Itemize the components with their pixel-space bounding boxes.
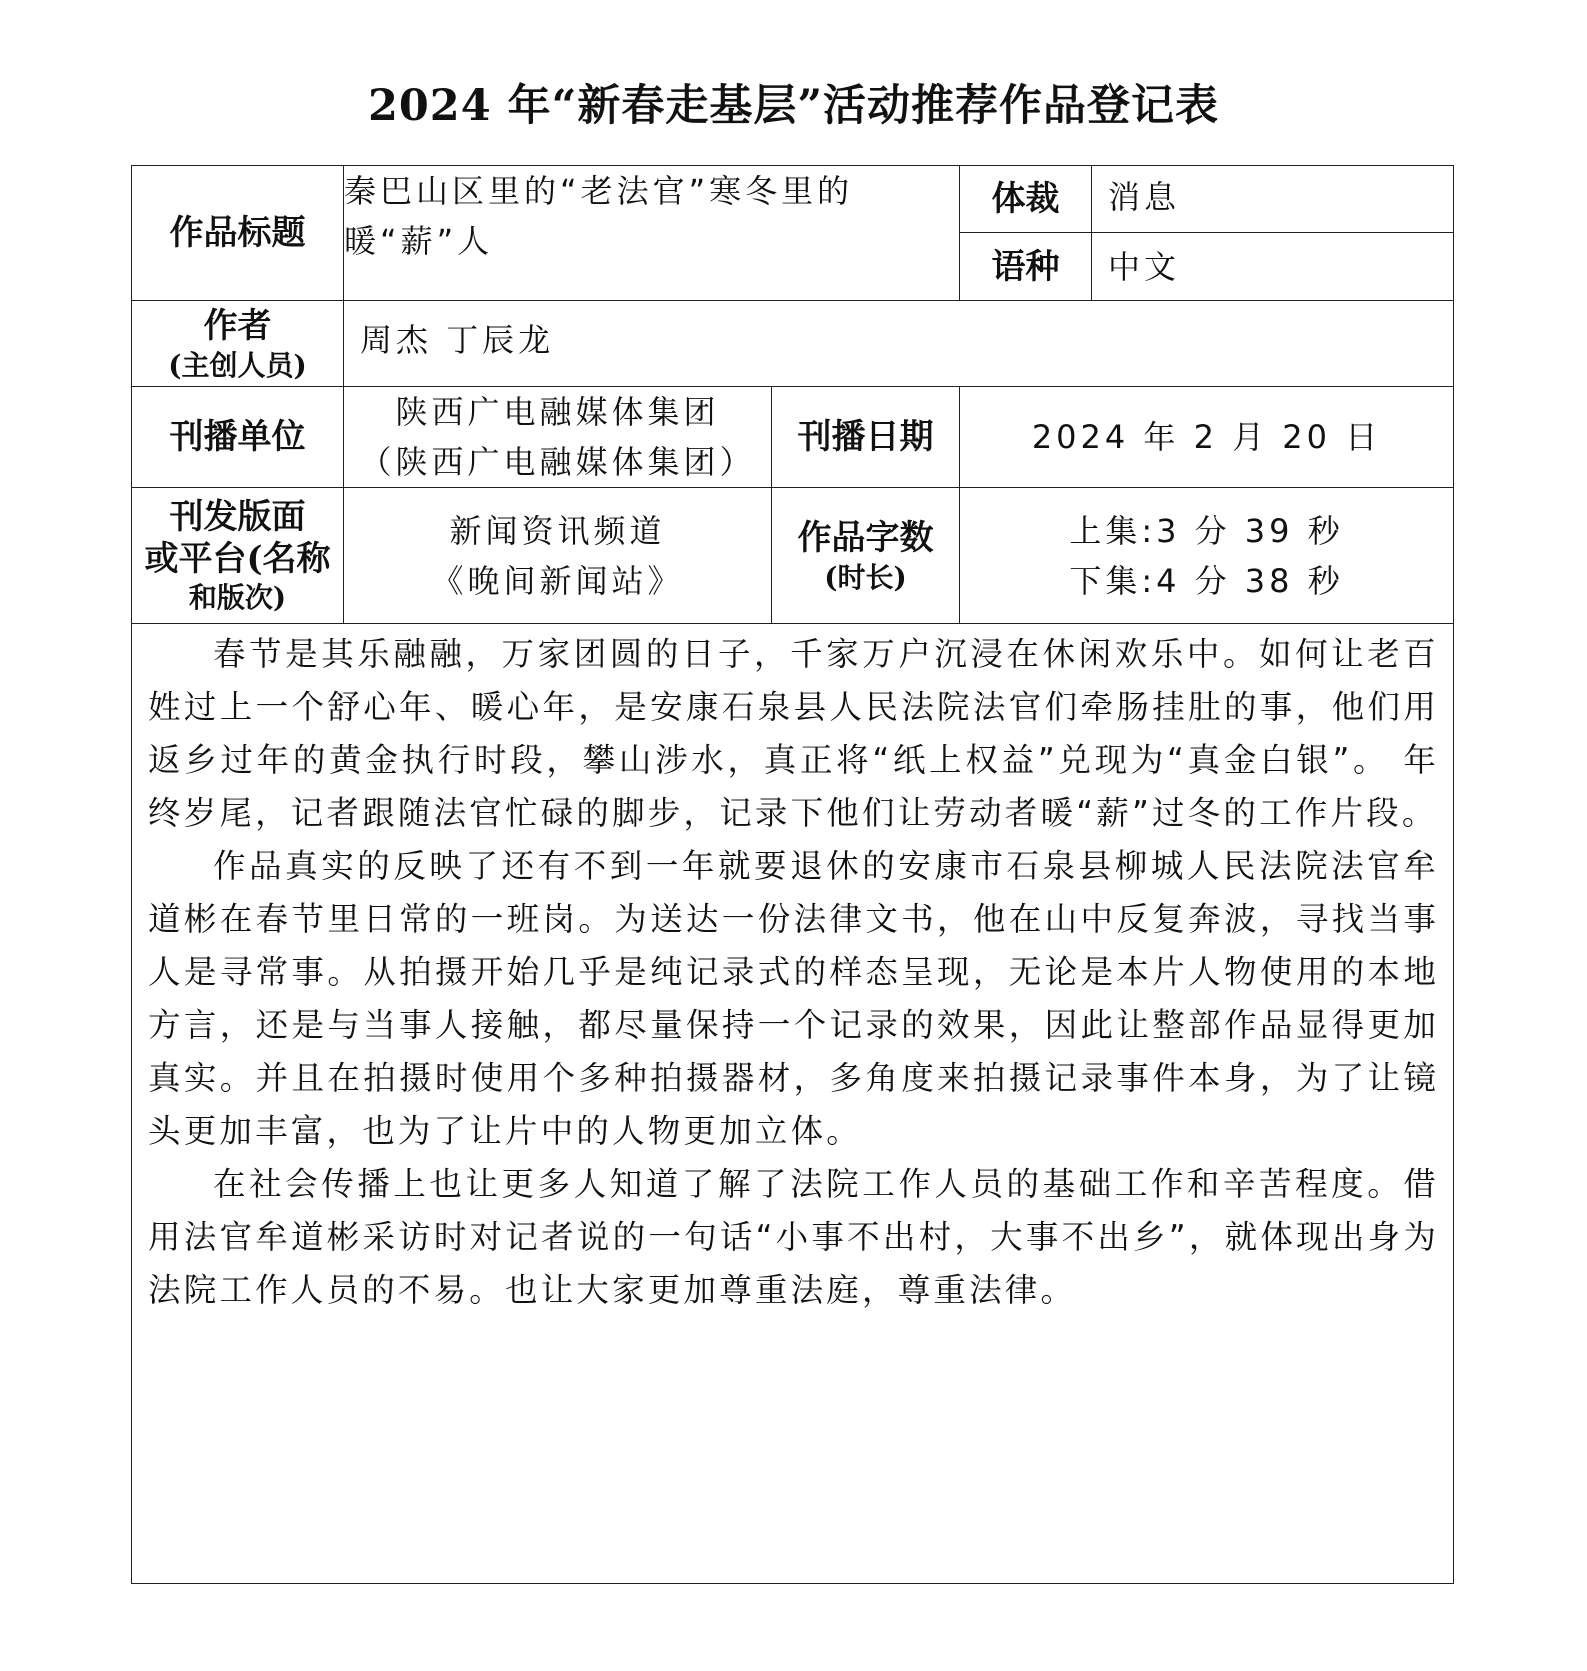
description-paragraph-3: 在社会传播上也让更多人知道了解了法院工作人员的基础工作和辛苦程度。借用法官牟道彬采访时对记者说的一句话“小事不出村，大事不出乡”，就体现出身为法院工作人员的不易。也让大家更加尊重法庭，尊重法律。 <box>148 1165 1440 1309</box>
registration-form-table <box>131 165 1454 1584</box>
platform-label-line2: 或平台(名称 <box>144 538 331 579</box>
publisher-value-line1: 陕西广电融媒体集团 <box>395 393 720 431</box>
word-count-value-line1: 上集:3 分 39 秒 <box>1069 511 1344 550</box>
author-label: 作者 <box>203 305 272 346</box>
document-title: 2024 年“新春走基层”活动推荐作品登记表 <box>367 81 1220 131</box>
platform-value-line2: 《晚间新闻站》 <box>431 561 684 600</box>
word-count-label-cell <box>772 488 960 624</box>
publish-date-label: 刊播日期 <box>772 387 960 488</box>
publisher-value-line2: （陕西广电融媒体集团） <box>359 443 756 481</box>
publisher-label: 刊播单位 <box>132 387 344 488</box>
word-count-sublabel: (时长) <box>824 560 907 594</box>
language-label: 语种 <box>960 233 1092 301</box>
platform-value-cell <box>344 488 772 624</box>
description-cell <box>132 624 1454 1584</box>
language-value: 中文 <box>1092 233 1454 301</box>
author-sublabel: (主创人员) <box>168 348 307 382</box>
platform-value-line1: 新闻资讯频道 <box>449 511 666 550</box>
word-count-label: 作品字数 <box>797 517 934 558</box>
description-paragraph-1: 春节是其乐融融，万家团圆的日子，千家万户沉浸在休闲欢乐中。如何让老百姓过上一个舒心年、暖心年，是安康石泉县人民法院法官们牵肠挂肚的事，他们用返乡过年的黄金执行时段，攀山涉水，真正将“纸上权益”兑现为“真金白银”。 年终岁尾，记者跟随法官忙碌的脚步，记录下他们让劳动者暖“薪”过冬的工作片段。 <box>148 635 1440 832</box>
publisher-value-cell <box>344 387 772 488</box>
work-title-value: 秦巴山区里的“老法官”寒冬里的暖“薪”人 <box>344 166 960 301</box>
word-count-value-cell <box>960 488 1454 624</box>
platform-label-line1: 刊发版面 <box>169 496 306 537</box>
genre-value: 消息 <box>1092 166 1454 233</box>
platform-label-line3: 和版次) <box>188 580 287 614</box>
author-value: 周杰 丁辰龙 <box>344 301 1454 387</box>
word-count-value-line2: 下集:4 分 38 秒 <box>1069 561 1344 600</box>
platform-label-cell <box>132 488 344 624</box>
author-label-cell <box>132 301 344 387</box>
genre-label: 体裁 <box>960 166 1092 233</box>
work-title-label: 作品标题 <box>132 166 344 301</box>
description-paragraph-2: 作品真实的反映了还有不到一年就要退休的安康市石泉县柳城人民法院法官牟道彬在春节里日常的一班岗。为送达一份法律文书，他在山中反复奔波，寻找当事人是寻常事。从拍摄开始几乎是纯记录式的样态呈现，无论是本片人物使用的本地方言，还是与当事人接触，都尽量保持一个记录的效果，因此让整部作品显得更加真实。并且在拍摄时使用个多种拍摄器材，多角度来拍摄记录事件本身，为了让镜头更加丰富，也为了让片中的人物更加立体。 <box>148 847 1440 1150</box>
publish-date-value: 2024 年 2 月 20 日 <box>960 387 1454 488</box>
